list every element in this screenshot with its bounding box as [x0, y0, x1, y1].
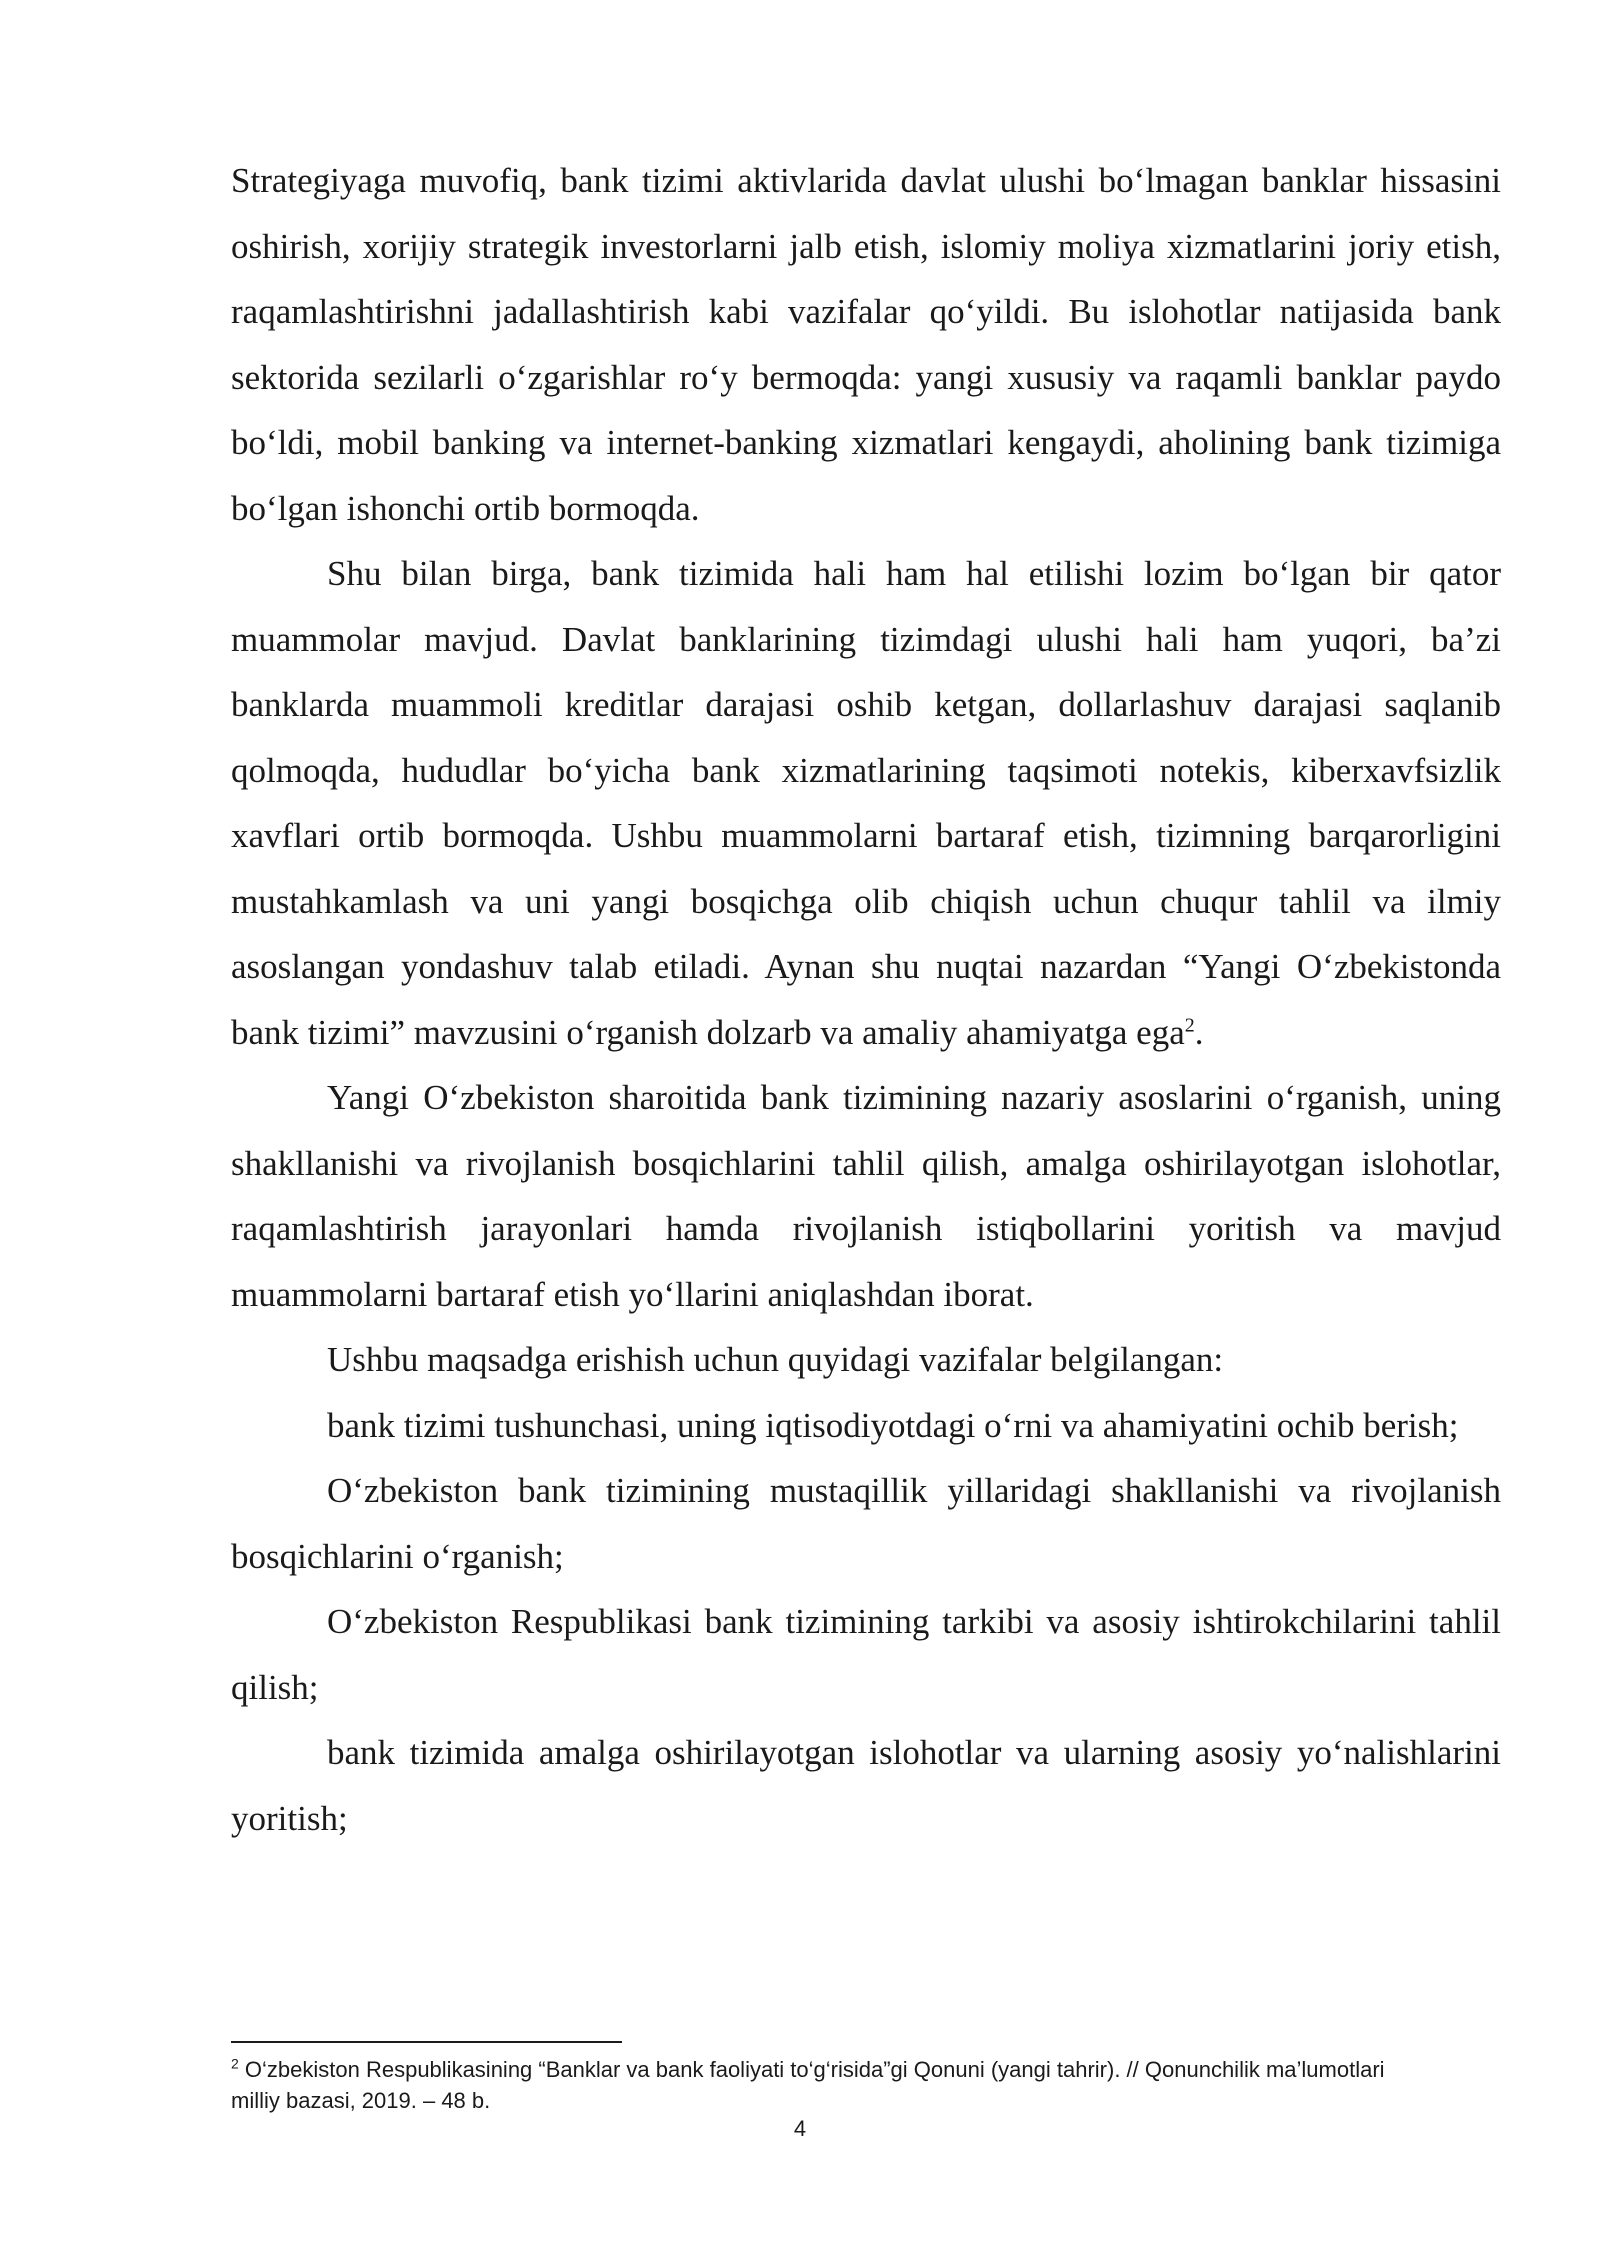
footnote-separator — [231, 2041, 622, 2043]
paragraph-2 — [231, 541, 1501, 1065]
paragraph-4: Ushbu maqsadga erishish uchun quyidagi vazifalar belgilangan: — [327, 1340, 1224, 1379]
footnote-reference: 2 — [1184, 1013, 1195, 1036]
footnote-text: O‘zbekiston Respublikasining “Banklar va bank faoliyati to‘g‘risida”gi Qonuni (yangi tahrir). // Qonunchilik ma’lumotlari milliy bazasi, 2019. – 48 b. — [231, 2057, 1385, 2113]
task-item-1: bank tizimi tushunchasi, uning iqtisodiyotdagi o‘rni va ahamiyatini ochib berish; — [327, 1405, 1459, 1445]
paragraph-2-end: . — [1194, 1012, 1204, 1052]
paragraph-2-text: Shu bilan birga, bank tizimida hali ham hal etilishi lozim bo‘lgan bir qator muammolar mavjud. Davlat banklarining tizimdagi ulushi hali ham yuqori, ba’zi banklarda muammoli kreditlar darajasi oshib ketgan, dollarlashuv darajasi saqlanib qolmoqda, hududlar bo‘yicha bank xizmatlarining taqsimoti notekis, kiberxavfsizlik xavflari ortib bormoqda. Ushbu muammolarni bartaraf etish, tizimning barqarorligini mustahkamlash va uni yangi bosqichga olib chiqish uchun chuqur tahlil va ilmiy asoslangan yondashuv talab etiladi. Aynan shu nuqtai nazardan “Yangi O‘zbekistonda bank tizimi” mavzusini o‘rganish dolzarb va amaliy ahamiyatga ega — [231, 554, 1501, 1052]
task-item-4: bank tizimida amalga oshirilayotgan islohotlar va ularning asosiy yo‘nalishlarini yoritish; — [231, 1733, 1501, 1838]
body-text — [231, 148, 1501, 1851]
footnote — [231, 2054, 1431, 2116]
paragraph-1: Strategiyaga muvofiq, bank tizimi aktivlarida davlat ulushi bo‘lmagan banklar hissasini oshirish, xorijiy strategik investorlarni jalb etish, islomiy moliya xizmatlarini joriy etish, raqamlashtirishni jadallashtirish kabi vazifalar qo‘yildi. Bu islohotlar natijasida bank sektorida sezilarli o‘zgarishlar ro‘y bermoqda: yangi xususiy va raqamli banklar paydo bo‘ldi, mobil banking va internet-banking xizmatlari kengaydi, aholining bank tizimiga bo‘lgan ishonchi ortib bormoqda. — [231, 161, 1501, 528]
page-number: 4 — [793, 2116, 807, 2141]
task-item-2: O‘zbekiston bank tizimining mustaqillik yillaridagi shakllanishi va rivojlanish bosqichlarini o‘rganish; — [231, 1471, 1501, 1576]
paragraph-3: Yangi O‘zbekiston sharoitida bank tizimining nazariy asoslarini o‘rganish, uning shakllanishi va rivojlanish bosqichlarini tahlil qilish, amalga oshirilayotgan islohotlar, raqamlashtirish jarayonlari hamda rivojlanish istiqbollarini yoritish va mavjud muammolarni bartaraf etish yo‘llarini aniqlashdan iborat. — [231, 1078, 1501, 1314]
footnote-marker: 2 — [231, 2055, 239, 2072]
task-item-3: O‘zbekiston Respublikasi bank tizimining tarkibi va asosiy ishtirokchilarini tahlil qilish; — [231, 1602, 1501, 1707]
